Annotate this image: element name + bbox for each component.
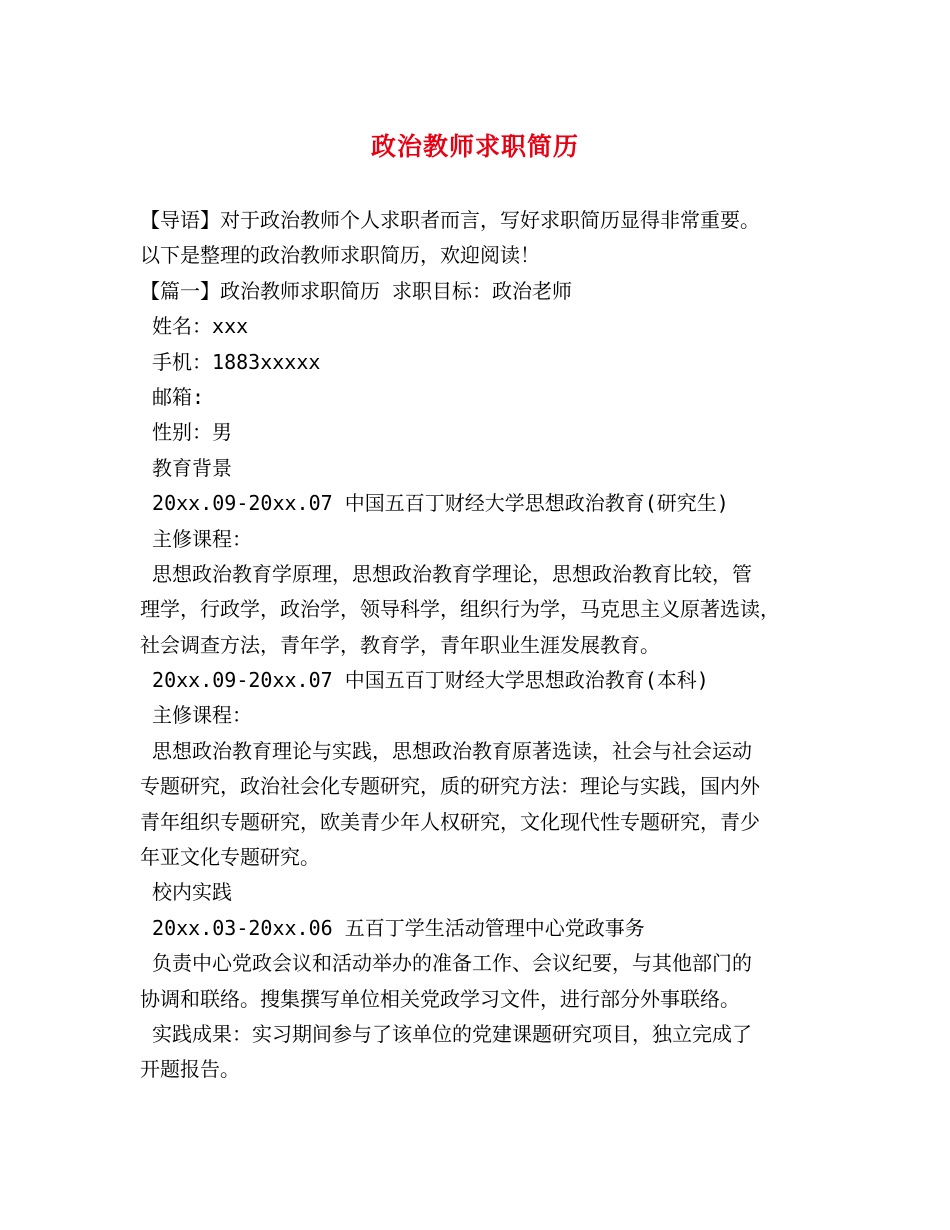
text-line: 以下是整理的政治教师求职简历，欢迎阅读！ <box>140 243 540 268</box>
text-line: 专题研究，政治社会化专题研究，质的研究方法：理论与实践，国内外 <box>140 774 760 799</box>
text-line: 社会调查方法，青年学，教育学，青年职业生涯发展教育。 <box>140 632 660 657</box>
text-line: 主修课程： <box>140 526 253 551</box>
text-line: 【篇一】政治教师求职简历 求职目标：政治老师 <box>140 278 573 303</box>
text-line: 【导语】对于政治教师个人求职者而言，写好求职简历显得非常重要。 <box>140 208 760 232</box>
text-line: 校内实践 <box>140 880 233 905</box>
text-line: 邮箱: <box>140 384 205 409</box>
text-line: 20xx.03-20xx.06 五百丁学生活动管理中心党政事务 <box>140 915 645 940</box>
text-line: 姓名：xxx <box>140 314 249 339</box>
text-line: 20xx.09-20xx.07 中国五百丁财经大学思想政治教育(本科) <box>140 668 709 693</box>
document-title: 政治教师求职简历 <box>370 132 579 161</box>
text-line: 教育背景 <box>140 455 233 480</box>
text-line: 思想政治教育理论与实践，思想政治教育原著选读，社会与社会运动 <box>140 738 753 763</box>
text-line: 协调和联络。搜集撰写单位相关党政学习文件，进行部分外事联络。 <box>140 986 740 1011</box>
text-line: 性别：男 <box>140 420 233 445</box>
text-line: 思想政治教育学原理，思想政治教育学理论，思想政治教育比较，管 <box>140 561 753 586</box>
text-line: 开题报告。 <box>140 1057 240 1082</box>
text-line: 主修课程： <box>140 703 253 728</box>
text-line: 年亚文化专题研究。 <box>140 845 320 870</box>
document-body <box>140 203 812 1088</box>
text-line: 青年组织专题研究，欧美青少年人权研究，文化现代性专题研究，青少 <box>140 809 760 834</box>
text-line: 实践成果：实习期间参与了该单位的党建课题研究项目，独立完成了 <box>140 1021 753 1046</box>
text-line: 20xx.09-20xx.07 中国五百丁财经大学思想政治教育(研究生) <box>140 491 729 516</box>
text-line: 手机：1883xxxxx <box>140 349 321 374</box>
text-line: 负责中心党政会议和活动举办的准备工作、会议纪要，与其他部门的 <box>140 951 753 976</box>
text-line: 理学，行政学，政治学，领导科学，组织行为学，马克思主义原著选读， <box>140 597 780 622</box>
